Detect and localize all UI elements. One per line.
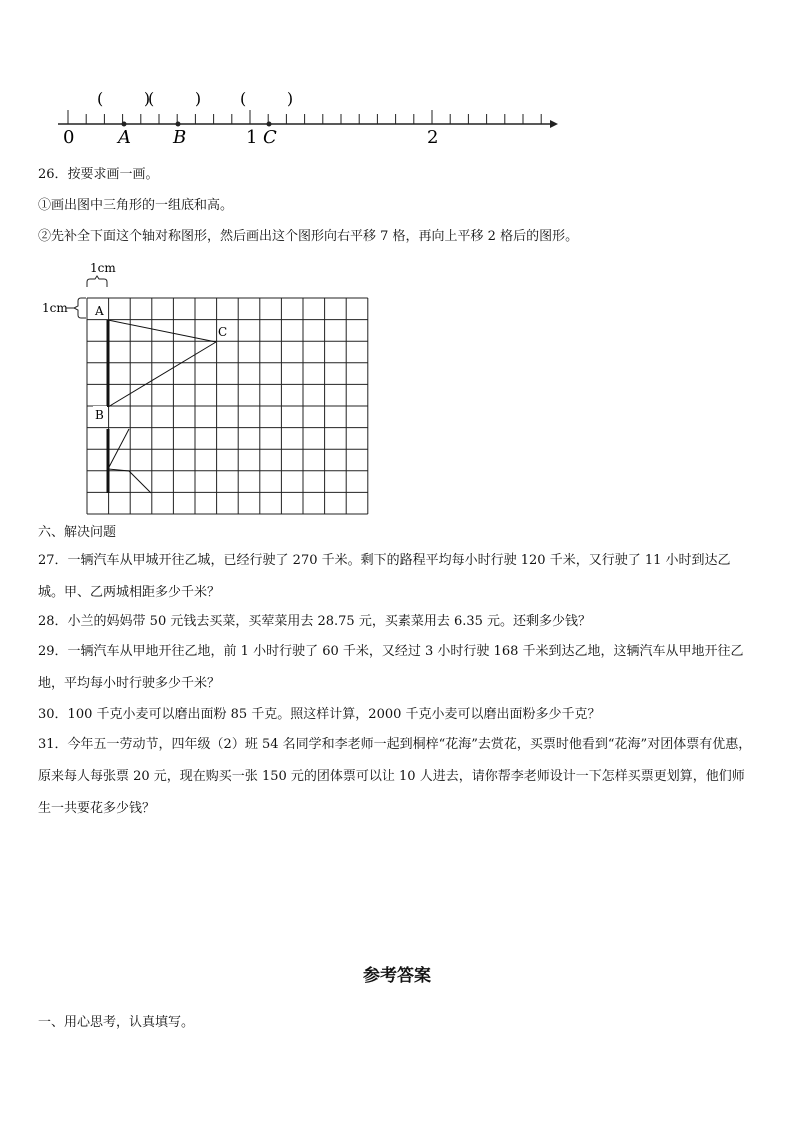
point-a-dot xyxy=(122,122,127,127)
bracket-a: ( ) xyxy=(97,89,151,108)
question-28: 28．小兰的妈妈带 50 元钱去买菜，买荤菜用去 28.75 元，买素菜用去 6.35 元。还剩多少钱？ xyxy=(38,614,592,629)
bracket-c: ( ) xyxy=(240,89,294,108)
question-29: 29．一辆汽车从甲地开往乙地，前 1 小时行驶了 60 千米，又经过 3 小时行驶 168 千米到达乙地，这辆汽车从甲地开往乙地，平均每小时行驶多少千米？ xyxy=(38,644,744,691)
question-31: 31．今年五一劳动节，四年级（2）班 54 名同学和李老师一起到桐梓“花海”去赏花，买票时他看到“花海”对团体票有优惠，原来每人每张票 20 元，现在购买一张 150 元的团体票可以让 10 人进去，请你帮李老师设计一下怎样买票更划算，他们师生一共要花多少钱？ xyxy=(38,737,752,816)
unit-left-brace xyxy=(74,298,86,318)
answers-title: 参考答案 xyxy=(363,966,431,986)
triangle-side-bc xyxy=(108,342,216,407)
grid-figure xyxy=(0,255,794,520)
triangle-point-a: A xyxy=(95,304,104,318)
bracket-b: ( ) xyxy=(148,89,202,108)
unit-top-label: 1cm xyxy=(90,261,116,275)
unit-top-brace xyxy=(87,276,107,287)
number-line-figure xyxy=(0,80,794,150)
half-shape-outline xyxy=(108,429,151,493)
triangle-point-c: C xyxy=(218,325,228,339)
label-c: C xyxy=(263,127,277,148)
section-6-title: 六、解决问题 xyxy=(38,525,117,540)
question-30: 30．100 千克小麦可以磨出面粉 85 千克。照这样计算，2000 千克小麦可以磨出面粉多少千克？ xyxy=(38,707,601,722)
question-26-item-2: ②先补全下面这个轴对称图形，然后画出这个图形向右平移 7 格，再向上平移 2 格后的图形。 xyxy=(38,229,579,244)
point-c-dot xyxy=(267,122,272,127)
label-a: A xyxy=(118,127,131,148)
triangle-side-ac xyxy=(108,320,216,342)
number-line-arrow xyxy=(550,120,558,128)
question-26-title: 26．按要求画一画。 xyxy=(38,167,159,182)
triangle-point-b: B xyxy=(95,408,104,422)
label-two: 2 xyxy=(427,127,439,148)
label-b: B xyxy=(173,127,187,148)
label-one: 1 xyxy=(246,127,258,148)
question-27: 27．一辆汽车从甲城开往乙城，已经行驶了 270 千米。剩下的路程平均每小时行驶 120 千米，又行驶了 11 小时到达乙城。甲、乙两城相距多少千米？ xyxy=(38,553,731,600)
answers-section-1: 一、用心思考，认真填写。 xyxy=(38,1015,195,1030)
label-zero: 0 xyxy=(63,127,75,148)
unit-left-label: 1cm xyxy=(42,301,68,315)
point-b-dot xyxy=(176,122,181,127)
question-26-item-1: ①画出图中三角形的一组底和高。 xyxy=(38,198,234,213)
